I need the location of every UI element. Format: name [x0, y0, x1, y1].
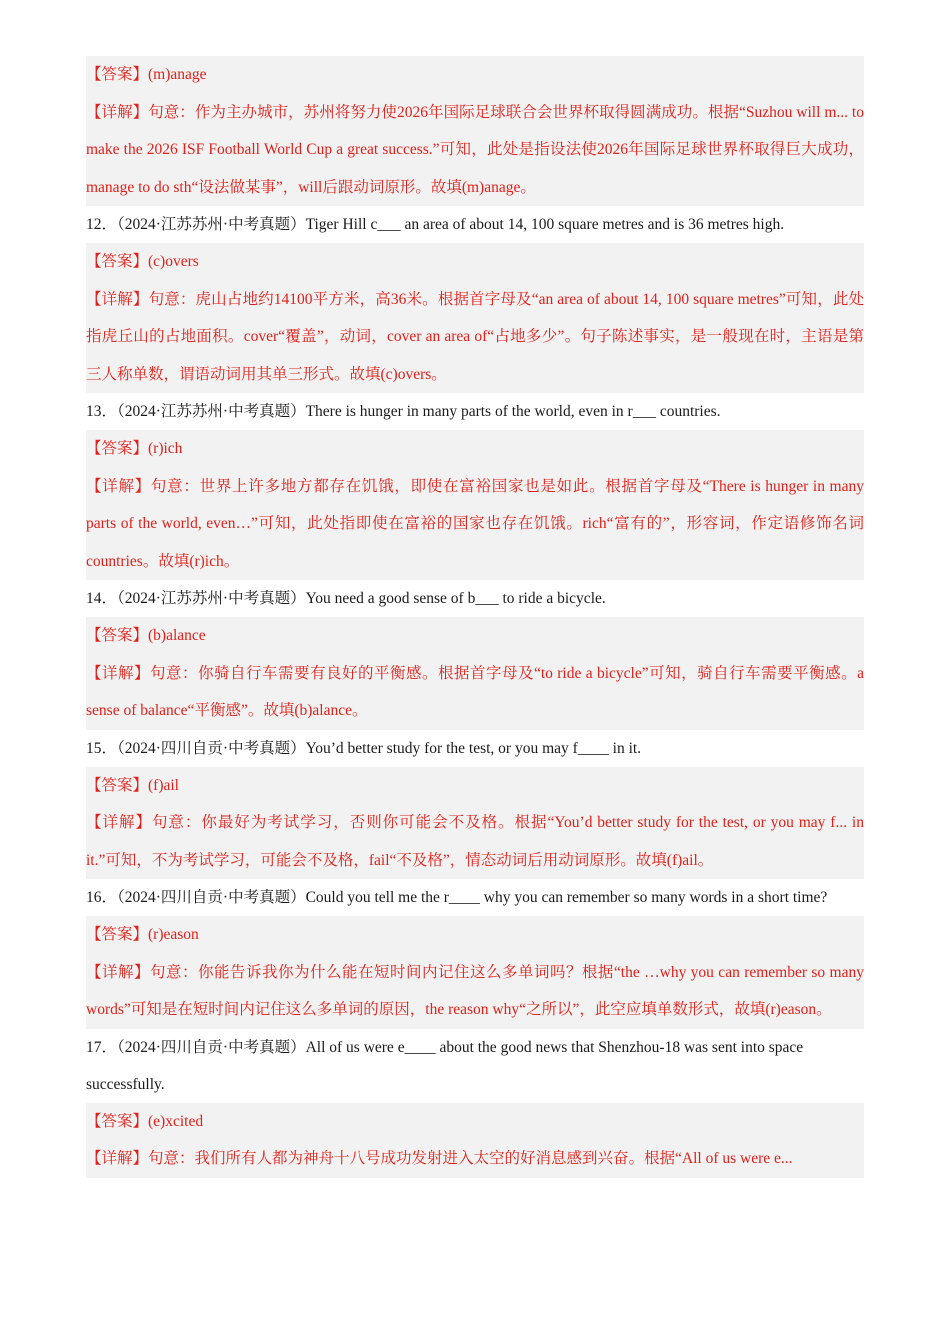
detail-label: 【详解】: [86, 1150, 149, 1167]
answer-text: (m)anage: [148, 66, 207, 83]
answer-text: (e)xcited: [148, 1112, 204, 1130]
answer-text: (r)eason: [148, 926, 199, 943]
answer-line: [86, 243, 864, 281]
answer-block: [86, 1103, 864, 1178]
detail-text: 句意：你骑自行车需要有良好的平衡感。根据首字母及“to ride a bicycle”可知，骑自行车需要平衡感。a sense of balance“平衡感”。故填(b)alance。: [86, 664, 864, 719]
question-13: 13．（2024·江苏苏州·中考真题）There is hunger in many parts of the world, even in r___ countries.: [86, 403, 721, 420]
detail-text: 句意：你能告诉我你为什么能在短时间内记住这么多单词吗？根据“the …why you can remember so many words”可知是在短时间内记住这么多单词的原因，the reason why“之所以”，此空应填单数形式，故填(r)eason。: [86, 963, 864, 1018]
detail-label: 【详解】: [86, 963, 150, 981]
detail-paragraph: [86, 281, 864, 394]
answer-label: 【答案】: [86, 776, 149, 794]
detail-paragraph: [86, 655, 864, 730]
answer-text: (c)overs: [148, 253, 199, 270]
detail-label: 【详解】: [86, 290, 149, 308]
detail-text: 句意：虎山占地约14100平方米，高36米。根据首字母及“an area of about 14, 100 square metres”可知，此处指虎丘山的占地面积。cover“覆盖”，动词，cover an area of“占地多少”。句子陈述事实，是一般现在时，主语是第三人称单数，谓语动词用其单三形式。故填(c)overs。: [86, 290, 864, 383]
detail-label: 【详解】: [86, 664, 150, 682]
detail-text: 句意：我们所有人都为神舟十八号成功发射进入太空的好消息感到兴奋。根据“All of us were e...: [148, 1150, 793, 1167]
detail-label: 【详解】: [86, 814, 152, 831]
answer-line: [86, 1103, 864, 1141]
answer-block: [86, 430, 864, 580]
detail-text: 句意：你最好为考试学习，否则你可能会不及格。根据“You’d better study for the test, or you may f... in it.”可知，不为考试学习，可能会不及格，fail“不及格”，情态动词后用动词原形。故填(f)ail。: [86, 814, 864, 869]
answer-line: [86, 767, 864, 805]
detail-paragraph: [86, 1140, 864, 1178]
question-17: 17．（2024·四川自贡·中考真题）All of us were e____ about the good news that Shenzhou-18 was sent into space successfully.: [86, 1038, 804, 1093]
answer-block: [86, 767, 864, 880]
question-16: 16．（2024·四川自贡·中考真题）Could you tell me the r____ why you can remember so many words in a short time?: [86, 889, 828, 906]
answer-text: (f)ail: [148, 776, 179, 794]
detail-paragraph: [86, 94, 864, 207]
answer-block: [86, 916, 864, 1029]
answer-line: [86, 430, 864, 468]
answer-line: [86, 617, 864, 655]
answer-label: 【答案】: [86, 926, 149, 943]
answer-label: 【答案】: [86, 1112, 149, 1130]
answer-text: (r)ich: [148, 440, 183, 457]
answer-block: [86, 56, 864, 206]
question-14: 14．（2024·江苏苏州·中考真题）You need a good sense of b___ to ride a bicycle.: [86, 590, 606, 607]
detail-label: 【详解】: [86, 103, 149, 121]
question-15: 15．（2024·四川自贡·中考真题）You’d better study for the test, or you may f____ in it.: [86, 739, 642, 757]
detail-text: 句意：作为主办城市，苏州将努力使2026年国际足球联合会世界杯取得圆满成功。根据“Suzhou will m... to make the 2026 ISF Football World Cup a great success.”可知，此处是指设法使2026年国际足球世界杯取得巨大成功，manage to do sth“设法做某事”，will后跟动词原形。故填(m)anage。: [86, 103, 864, 196]
detail-paragraph: [86, 804, 864, 879]
question-12: 12．（2024·江苏苏州·中考真题）Tiger Hill c___ an area of about 14, 100 square metres and is 36 metres high.: [86, 216, 785, 233]
document-page: [86, 56, 864, 1178]
answer-block: [86, 243, 864, 393]
answer-line: [86, 916, 864, 954]
answer-label: 【答案】: [86, 627, 149, 644]
answer-block: [86, 617, 864, 730]
answer-label: 【答案】: [86, 253, 149, 270]
answer-line: [86, 56, 864, 94]
detail-paragraph: [86, 468, 864, 581]
detail-paragraph: [86, 954, 864, 1029]
answer-label: 【答案】: [86, 440, 149, 457]
detail-label: 【详解】: [86, 477, 151, 495]
answer-text: (b)alance: [148, 627, 206, 644]
answer-label: 【答案】: [86, 66, 149, 83]
detail-text: 句意：世界上许多地方都存在饥饿，即使在富裕国家也是如此。根据首字母及“There is hunger in many parts of the world, even…”可知，此处指即使在富裕的国家也存在饥饿。rich“富有的”，形容词，作定语修饰名词countries。故填(r)ich。: [86, 477, 864, 570]
